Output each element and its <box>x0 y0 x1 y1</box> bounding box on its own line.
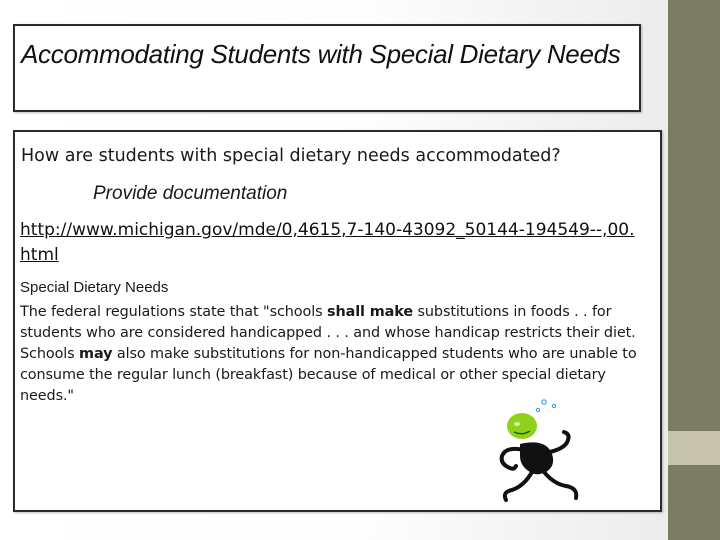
right-leg-icon <box>544 472 576 498</box>
slide-title: Accommodating Students with Special Dietary Needs <box>21 39 621 69</box>
body-shape-icon <box>520 442 553 474</box>
regulation-emphasis-shall-make: shall make <box>326 304 414 320</box>
green-head-icon <box>507 413 537 439</box>
question-text: How are students with special dietary needs accommodated? <box>21 146 561 166</box>
documentation-link[interactable]: http://www.michigan.gov/mde/0,4615,7-140-43092_50144-194549--,00.html <box>20 220 635 265</box>
regulation-text <box>20 302 656 407</box>
regulation-text-part1: The federal regulations state that "schools <box>20 304 327 320</box>
regulation-text-part3: also make substitutions for non-handicapped students who are unable to consume the regular lunch (breakfast) because of medical or other special dietary needs." <box>20 346 637 404</box>
bubble-icon <box>552 404 555 407</box>
left-leg-icon <box>505 472 532 500</box>
bubble-icon <box>542 400 546 404</box>
right-arm-icon <box>550 432 569 452</box>
documentation-heading: Provide documentation <box>93 183 288 204</box>
section-heading: Special Dietary Needs <box>20 279 169 296</box>
sidebar-accent-band <box>668 431 720 465</box>
title-box <box>13 24 641 112</box>
regulation-text-part2: substitutions in foods . . for students who are considered handicapped . . . and whose handicap restricts their diet. Schools <box>20 304 636 362</box>
bubble-icon <box>536 408 539 411</box>
regulation-emphasis-may: may <box>79 346 113 362</box>
sick-person-clipart-icon <box>484 398 584 506</box>
